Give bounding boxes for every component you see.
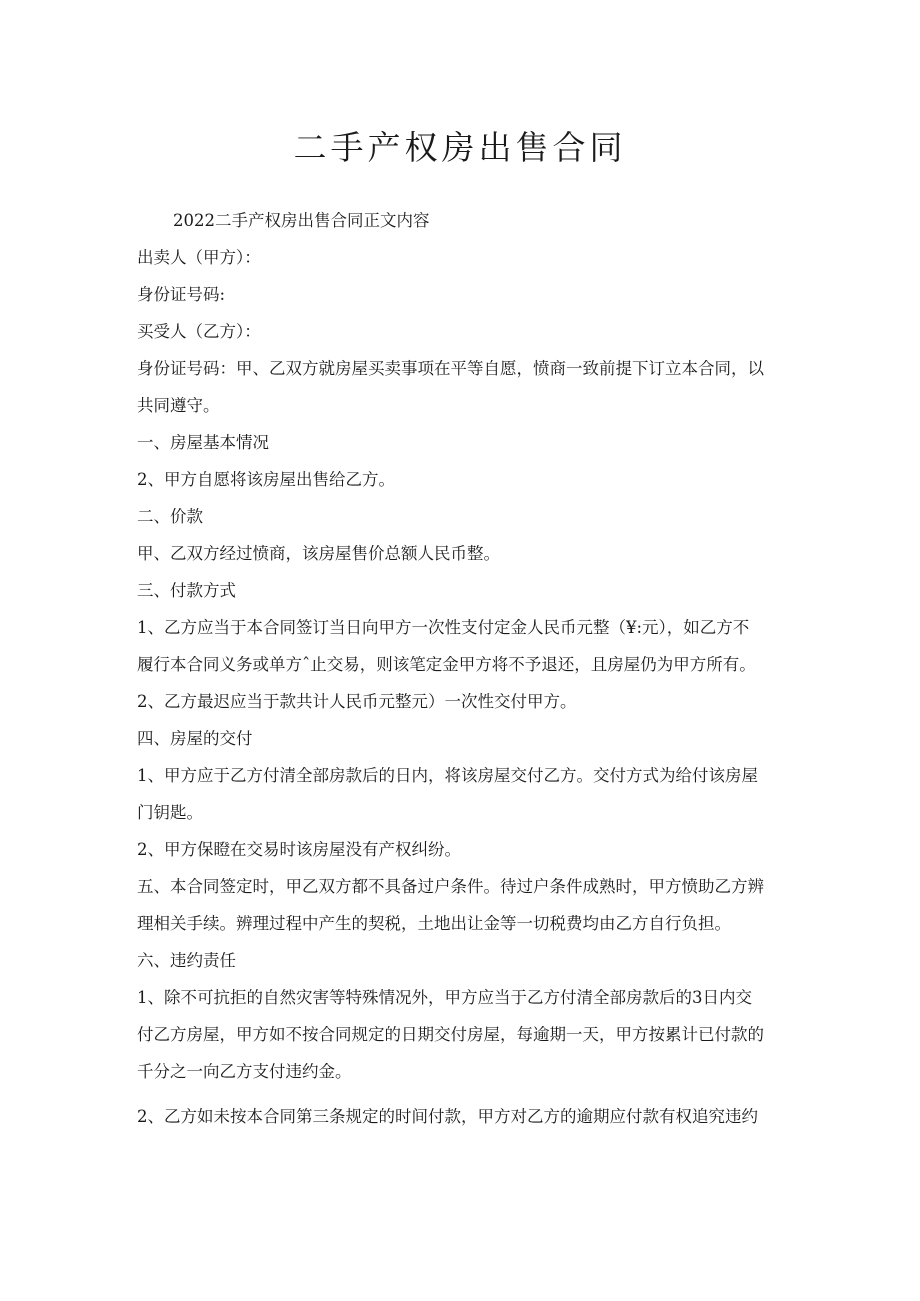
section-6-item-1-line-2: 付乙方房屋，甲方如不按合同规定的日期交付房屋，每逾期一天，甲方按累计已付款的	[137, 1025, 764, 1044]
document-title: 二手产权房出售合同	[293, 128, 627, 167]
section-1-heading: 一、房屋基本情况	[137, 433, 269, 452]
section-4-item-1-line-2: 门钥匙。	[137, 803, 203, 822]
seller-id-line: 身份证号码:	[137, 285, 226, 304]
section-2-text: 甲、乙双方经过愤商，该房屋售价总额人民币整。	[137, 544, 500, 563]
section-4-heading: 四、房屋的交付	[137, 729, 253, 748]
intro-line-2: 共同遵守。	[137, 396, 220, 415]
section-1-item-2: 2、甲方自愿将该房屋出售给乙方。	[137, 470, 395, 489]
section-6-item-2-line-1: 2、乙方如未按本合同第三条规定的时间付款，甲方对乙方的逾期应付款有权追究违约	[137, 1107, 758, 1126]
section-6-item-1-line-3: 千分之一向乙方支付违约金。	[137, 1062, 352, 1081]
section-3-item-1-line-2: 履行本合同义务或单方ˆ止交易，则该笔定金甲方将不予退还，且房屋仍为甲方所有。	[137, 655, 756, 674]
subtitle: 2022二手产权房出售合同正文内容	[173, 211, 430, 230]
section-4-item-1-line-1: 1、甲方应于乙方付清全部房款后的日内，将该房屋交付乙方。交付方式为给付该房屋	[137, 766, 758, 785]
section-4-item-2: 2、甲方保瞪在交易时该房屋没有产权纠纷。	[137, 840, 461, 859]
intro-line-1: 身份证号码：甲、乙双方就房屋买卖事项在平等自愿，愤商一致前提下订立本合同，以	[137, 359, 764, 378]
section-3-heading: 三、付款方式	[137, 581, 236, 600]
section-5-line-1: 五、本合同签定时，甲乙双方都不具备过户条件。待过户条件成熟时，甲方愤助乙方辨	[137, 877, 764, 896]
seller-line: 出卖人（甲方）：	[137, 248, 261, 267]
section-6-heading: 六、违约责任	[137, 951, 236, 970]
section-2-heading: 二、价款	[137, 507, 203, 526]
buyer-line: 买受人（乙方）：	[137, 322, 261, 341]
section-3-item-1-line-1: 1、乙方应当于本合同签订当日向甲方一次性支付定金人民币元整（¥:元），如乙方不	[137, 618, 750, 637]
section-6-item-1-line-1: 1、除不可抗拒的自然灾害等特殊情况外，甲方应当于乙方付清全部房款后的3日内交	[137, 988, 752, 1007]
section-5-line-2: 理相关手续。辨理过程中产生的契税，土地出让金等一切税费均由乙方自行负担。	[137, 914, 731, 933]
section-3-item-2: 2、乙方最迟应当于款共计人民币元整元）一次性交付甲方。	[137, 692, 577, 711]
